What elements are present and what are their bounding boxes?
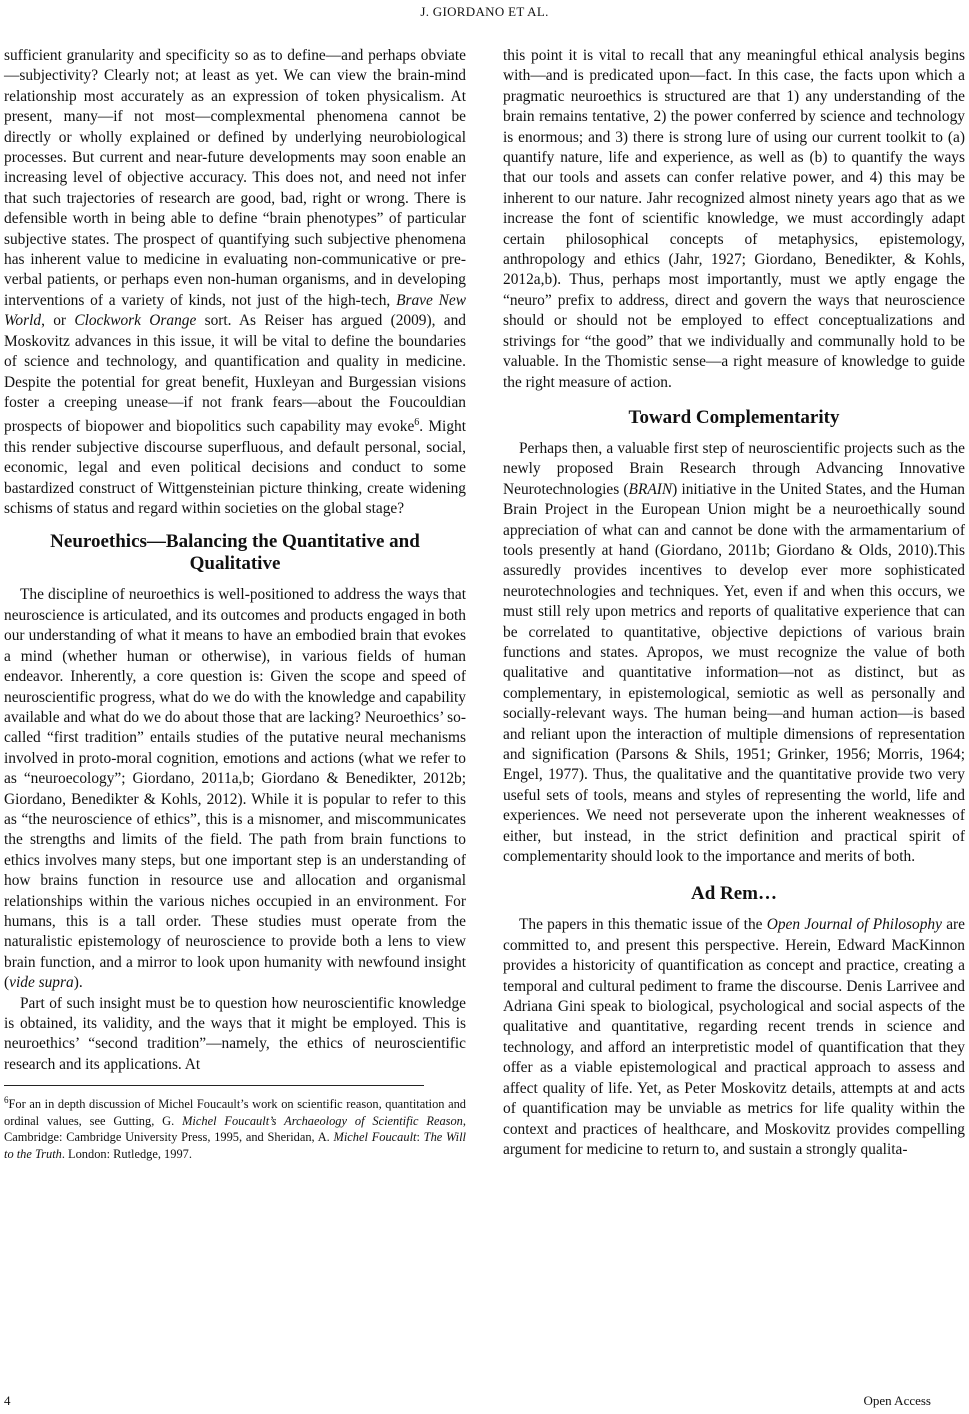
italic-title: Brave New World — [4, 291, 466, 330]
footnote-rule — [4, 1085, 424, 1086]
body-paragraph: Part of such insight must be to question how neuroscientific knowledge is obtained, its validity, and the ways that it might be employed. This is neuroethics’ “second tradition”—namely, the ethics of neuroscientific research and its applications. At — [4, 994, 466, 1073]
running-head: J. GIORDANO ET AL. — [420, 4, 549, 19]
footnote-ref[interactable]: 6 — [414, 417, 420, 429]
left-column — [4, 46, 466, 1162]
footnote-number: 6 — [4, 1095, 9, 1106]
italic-title: Clockwork Orange — [74, 312, 197, 330]
body-paragraph: The papers in this thematic issue of the Open Journal of Philosophy are committed to, and present this perspective. Herein, Edward MacKinnon provides a historicity of quantification as concept and practice, creating a temporal and cultural pediment to frame the discourse. Denis Larrivee and Adriana Gini speak to biological, psychological and social aspects of the qualitative and quantitative, regarding recent trends in science and technology, and afford an interpretistic model of quantification that they offer as a viable epistemological and practical approach to assess and affect quality of life. Yet, as Peter Moskovitz details, attempts at and acts of quantification may be unviable as metrics for life quality within the context and practices of healthcare, and Moskovitz provides compelling argument for medicine to return to, and sustain a strongly qualita- — [503, 916, 965, 1158]
body-paragraph: sufficient granularity and specificity so as to define—and perhaps obviate—subjectivity? Clearly not; at least as yet. We can view the brain-mind relationship most accurately as an expression of token physicalism. At present, many—if not most—complexmental phenomena cannot be directly or wholly explained or defined by underlying neurobiological processes. But current and near-future developments may soon enable an increasing level of objective accuracy. This does not, and need not infer that such trajectories of research are good, bad, right or wrong. There is defensible worth in being able to define “brain phenotypes” of particular subjective states. The prospect of quantifying such subjective phenomena has inherent value to medicine in evaluating non-communicative or pre-verbal patients, or perhaps even non-human organisms, and in developing interventions of a variety of kinds, not just of the high-tech, Brave New World, or Clockwork Orange sort. As Reiser has argued (2009), and Moskovitz advances in this issue, it will be vital to define the boundaries of science and technology, and quantification and quality in medicine. Despite the potential for great benefit, Huxleyan and Burgessian visions foster a creeping unease—if not frank fears—about the Foucouldian prospects of biopower and biopolitics such capability may evoke$^6$. Might this render subjective discourse superfluous, and default personal, social, economic, legal and even political decisions and conduct to some bastardized construct of Wittgensteinian picture thinking, create widening schisms of status and regard within societies on the global stage? — [4, 47, 467, 518]
right-column — [503, 46, 965, 1160]
body-paragraph: this point it is vital to recall that any meaningful ethical analysis begins with—and is predicated upon—fact. In this case, the facts upon which a pragmatic neuroethics is structured are that 1) any understanding of the brain remains tentative, 2) the power conferred by science and technology is enormous; and 3) there is strong lure of using our current toolkit to (a) quantify nature, life and experience, as well as (b) to quantify the ways that our tools and assets can confer relative power, and 4) this may be inherent to our nature. Jahr recognized almost ninety years ago that as we increase the font of scientific knowledge, we must accordingly adapt certain philosophical concepts of metaphysics, epistemology, anthropology and ethics (Jahr, 1927; Giordano, Benedikter, & Kohls, 2012a,b). Thus, perhaps most importantly, must we aptly engage the “neuro” prefix to address, direct and govern the ways that neuroscience should or should not be employed to effect conceptualizations and strivings for “the good” that we individually and communally hold to be valuable. In the Thomistic sense—a right measure of knowledge to guide the right measure of action. — [503, 47, 965, 391]
page-footer — [0, 1393, 969, 1411]
section-heading: Ad Rem… — [690, 883, 778, 905]
italic-acronym: BRAIN — [628, 480, 673, 498]
italic-journal: Open Journal of Philosophy — [766, 916, 942, 934]
italic-term: vide supra — [9, 974, 74, 992]
page-number: 4 — [4, 1393, 11, 1408]
section-heading: Neuroethics—Balancing the Quantitative and Qualitative — [50, 531, 420, 575]
publisher-label: Open Access — [863, 1393, 931, 1408]
footnote: $^6$For an in depth discussion of Michel Foucault’s work on scientific reason, quantitation and ordinal values, see Gutting, G. Michel Foucault’s Archaeology of Scientific Reason, Cambridge: Cambridge University Press, 1995, and Sheridan, A. Michel Foucault: The Will to the Truth. London: Rutledge, 1997. — [4, 1095, 466, 1161]
body-paragraph: Perhaps then, a valuable first step of neuroscientific projects such as the newly proposed Brain Research through Advancing Innovative Neurotechnologies (BRAIN) initiative in the United States, and the Human Brain Project in the European Union might be a neuroethically sound appreciation of what can and cannot be done with the armamentarium of tools presently at hand (Giordano, 2011b; Giordano & Olds, 2010).This assuredly provides incentives to develop ever more sophisticated neurotechnologies and techniques. Yet, even if and when this occurs, we must still rely upon metrics and reports of qualitative experience that can be correlated to quantitative, objective depictions of various brain functions and states. Apropos, we must recognize the value of both qualitative and quantitative information—not as distinct, but as complementary, in epistemological, semiotic as well as personally and socially-relevant ways. The human being—and human action—is based and reliant upon the interaction of multiple dimensions of representation and signification (Parsons & Shils, 1951; Grinker, 1956; Morris, 1964; Engel, 1977). Thus, the qualitative and the quantitative provide two very useful sets of tools, means and styles of representing the world, life and experiences. We need not perseverate upon the inherent weaknesses of either, but instead, in the strict definition and practical spirit of complementarity should look to the importance and merits of both. — [503, 439, 965, 866]
section-heading: Toward Complementarity — [628, 406, 840, 428]
body-paragraph: The discipline of neuroethics is well-positioned to address the ways that neuroscience is articulated, and its outcomes and products engaged in both our understanding of what it means to have an embodied brain that evokes a mind (whether human or otherwise), in various fields of human endeavor. Inherently, a core question is: Given the scope and speed of neuroscientific progress, what do we do with the knowledge and capability available and what do we do about those that are lacking? Neuroethics’ so-called “first tradition” entails studies of the putative neural mechanisms involved in proto-moral cognition, emotions and actions (what we refer to as “neuroecology”; Giordano, 2011a,b; Giordano & Benedikter, 2012b; Giordano, Benedikter & Kohls, 2012). While it is popular to refer to this as “the neuroscience of ethics”, this is a misnomer, and miscommunicates the strengths and limits of the field. The path from brain functions to ethics involves many steps, but one important step is an understanding of how brains function in resource use and allocation and organismal relationships within the various niches occupied in an environment. For humans, this is a tall order. These studies must operate from the naturalistic epistemology of neuroscience to provide both a lens to view brain function, and a mirror to look upon humanity with newfound insight (vide supra). — [4, 586, 466, 992]
